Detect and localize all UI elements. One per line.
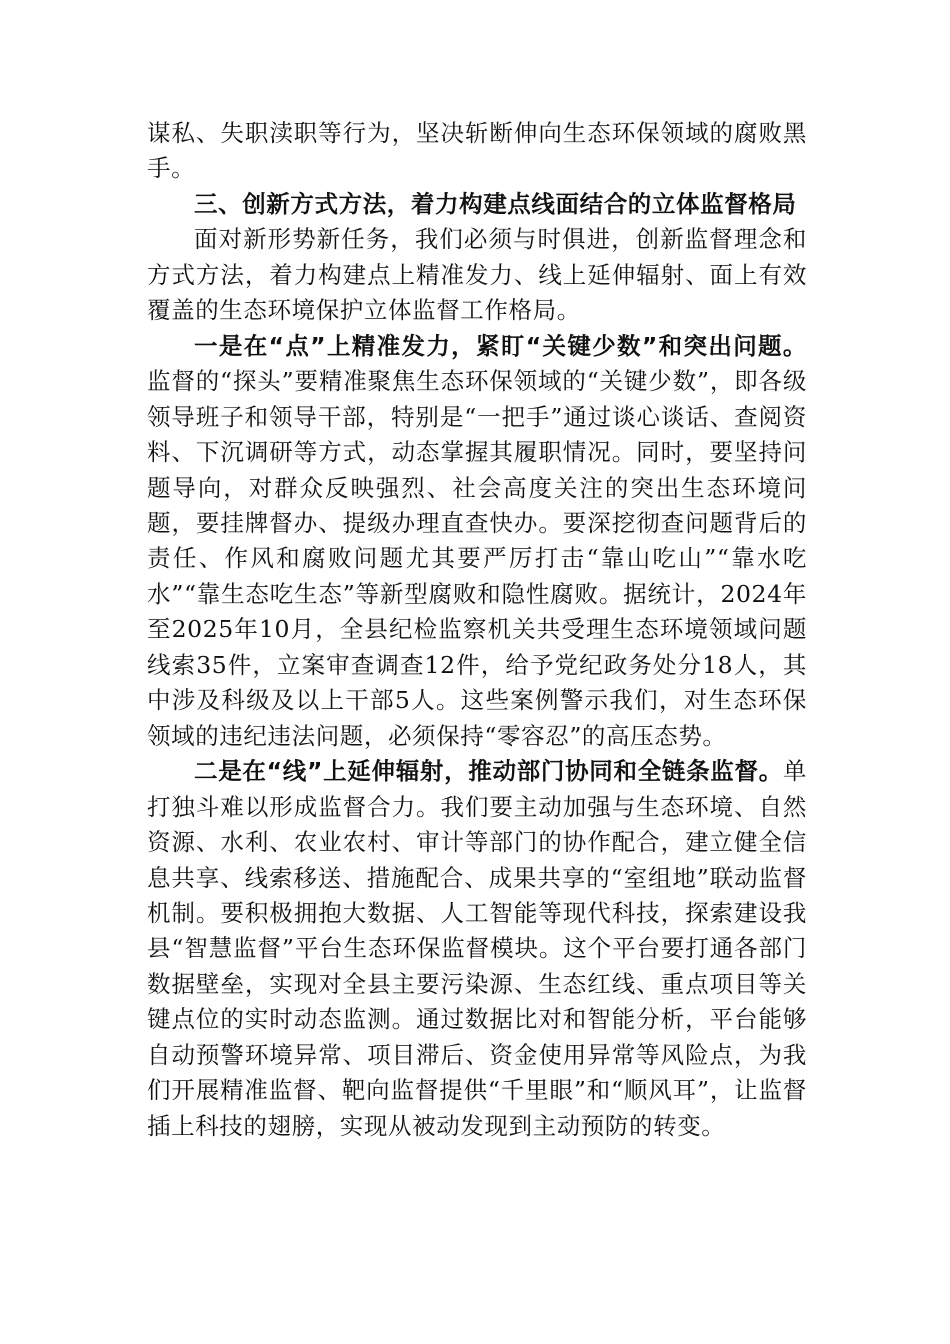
paragraph-lead-bold: 一是在“点”上精准发力，紧盯“关键少数”和突出问题。: [194, 331, 807, 360]
paragraph-point-two: [147, 754, 807, 1144]
paragraph-point-one: [147, 329, 807, 754]
document-page: [147, 116, 807, 1144]
paragraph-lead-bold: 二是在“线”上延伸辐射，推动部门协同和全链条监督。: [194, 757, 783, 786]
paragraph-body: 单打独斗难以形成监督合力。我们要主动加强与生态环境、自然资源、水利、农业农村、审计等部门的协作配合，建立健全信息共享、线索移送、措施配合、成果共享的“室组地”联动监督机制。要积极拥抱大数据、人工智能等现代科技，探索建设我县“智慧监督”平台生态环保监督模块。这个平台要打通各部门数据壁垒，实现对全县主要污染源、生态红线、重点项目等关键点位的实时动态监测。通过数据比对和智能分析，平台能够自动预警环境异常、项目滞后、资金使用异常等风险点，为我们开展精准监督、靶向监督提供“千里眼”和“顺风耳”，让监督插上科技的翅膀，实现从被动发现到主动预防的转变。: [147, 757, 807, 1140]
paragraph-intro: 面对新形势新任务，我们必须与时俱进，创新监督理念和方式方法，着力构建点上精准发力、线上延伸辐射、面上有效覆盖的生态环境保护立体监督工作格局。: [147, 225, 807, 325]
paragraph-continuation: 谋私、失职渎职等行为，坚决斩断伸向生态环保领域的腐败黑手。: [147, 119, 807, 183]
section-heading-3: 三、创新方式方法，着力构建点线面结合的立体监督格局: [194, 189, 797, 218]
paragraph-body: 监督的“探头”要精准聚焦生态环保领域的“关键少数”，即各级领导班子和领导干部，特别是“一把手”通过谈心谈话、查阅资料、下沉调研等方式，动态掌握其履职情况。同时，要坚持问题导向，对群众反映强烈、社会高度关注的突出生态环境问题，要挂牌督办、提级办理直查快办。要深挖彻查问题背后的责任、作风和腐败问题尤其要严厉打击“靠山吃山”“靠水吃水”“靠生态吃生态”等新型腐败和隐性腐败。据统计，2024年至2025年10月，全县纪检监察机关共受理生态环境领域问题线索35件，立案审查调查12件，给予党纪政务处分18人，其中涉及科级及以上干部5人。这些案例警示我们，对生态环保领域的违纪违法问题，必须保持“零容忍”的高压态势。: [147, 367, 807, 750]
